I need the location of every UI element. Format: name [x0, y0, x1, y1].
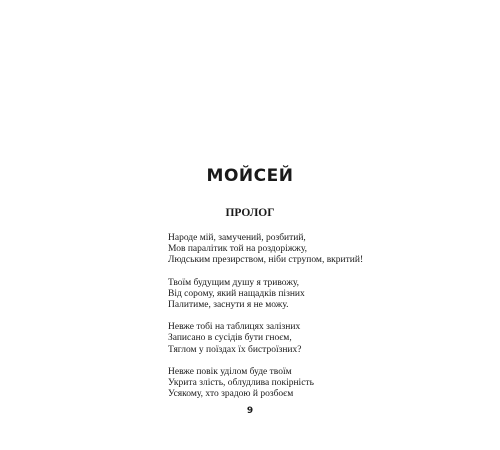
verse-line: Усякому, хто зрадою й розбоєм [168, 389, 294, 400]
stanza [168, 278, 468, 312]
poem-body [168, 233, 468, 411]
verse-line: Народе мій, замучений, розбитий, [168, 233, 306, 243]
verse-line: Укрита злість, облудлива покірність [168, 378, 314, 389]
verse-line: Людським презирством, ніби струпом, вкритий! [168, 255, 364, 266]
verse-line: Невже тобі на таблицях залізних [168, 322, 301, 333]
page-number: 9 [246, 406, 254, 416]
stanza [168, 233, 468, 267]
verse-line: Твоїм будущим душу я тривожу, [168, 277, 300, 288]
verse-line: Записано в сусідів бути гноєм, [168, 333, 292, 344]
verse-line: Мов паралітик той на роздоріжжу, [168, 244, 308, 255]
stanza [168, 367, 468, 401]
verse-line: Тяглом у поїздах їх бистроїзних? [168, 344, 302, 355]
verse-line: Невже повік уділом буде твоїм [168, 366, 292, 377]
verse-line: Палитиме, заснути я не можу. [168, 300, 289, 311]
section-heading: ПРОЛОГ [225, 207, 275, 219]
poem-title: МОЙСЕЙ [206, 166, 294, 186]
verse-line: Від сорому, який нащадків пізних [168, 288, 305, 299]
stanza [168, 322, 468, 356]
